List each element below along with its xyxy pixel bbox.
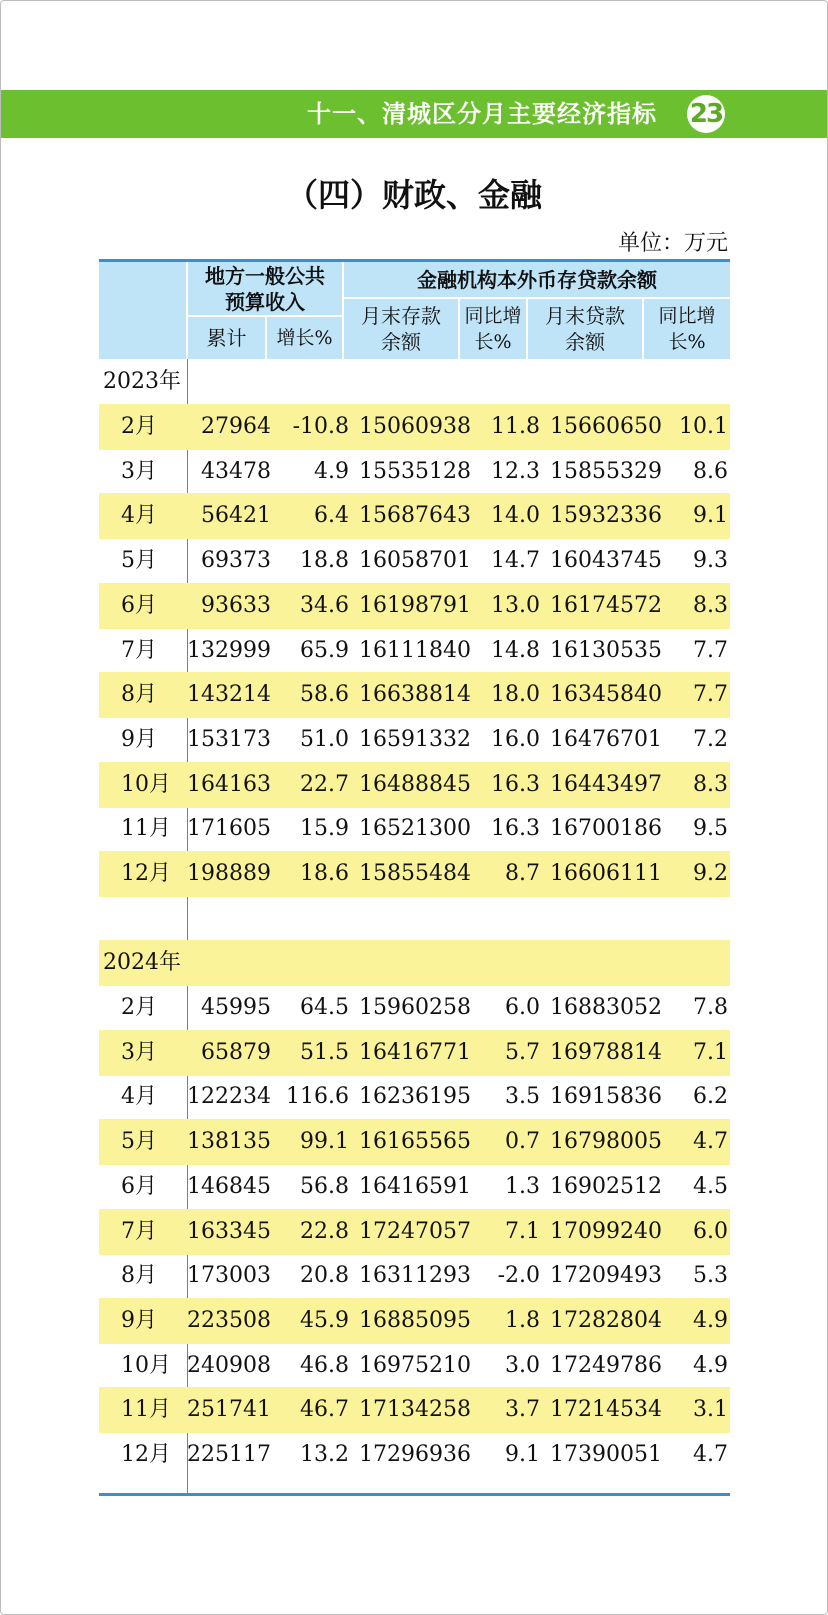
loan-balance-cell: 16915836	[550, 1084, 662, 1110]
deposit-growth-cell: 3.7	[505, 1397, 540, 1423]
deposit-growth-cell: 14.8	[491, 637, 540, 663]
cumulative-cell: 45995	[201, 995, 271, 1020]
fiscal-growth-cell: 18.6	[300, 861, 349, 886]
month-label: 4月	[121, 1084, 157, 1110]
fiscal-growth-cell: 22.7	[300, 771, 349, 797]
cumulative-cell: 122234	[187, 1084, 271, 1110]
fiscal-growth-cell: 15.9	[300, 816, 349, 842]
month-label: 12月	[121, 861, 171, 886]
loan-balance-cell: 16978814	[550, 1039, 662, 1065]
unit-label: 单位：万元	[617, 231, 728, 256]
table-row	[99, 628, 730, 674]
fiscal-growth-cell: 34.6	[300, 592, 349, 618]
deposit-growth-cell: 14.0	[491, 503, 540, 529]
month-label: 11月	[121, 1397, 171, 1423]
deposit-balance-cell: 15535128	[359, 458, 471, 484]
header-loan-balance: 月末贷款余额	[528, 299, 642, 359]
deposit-balance-cell: 15687643	[359, 503, 471, 529]
table-row	[99, 538, 730, 584]
deposit-balance-cell: 15855484	[359, 861, 471, 886]
loan-growth-cell: 6.2	[693, 1084, 728, 1110]
deposit-balance-cell: 15960258	[359, 995, 471, 1020]
year-label-2023: 2023年	[103, 369, 181, 394]
loan-growth-cell: 7.2	[693, 726, 728, 752]
table-row	[99, 404, 730, 450]
cumulative-cell: 198889	[187, 861, 271, 886]
deposit-balance-cell: 17134258	[359, 1397, 471, 1423]
loan-growth-cell: 10.1	[679, 414, 728, 439]
month-label: 4月	[121, 503, 157, 529]
deposit-balance-cell: 16488845	[359, 771, 471, 797]
deposit-balance-cell: 16236195	[359, 1084, 471, 1110]
deposit-balance-cell: 16058701	[359, 548, 471, 574]
deposit-balance-cell: 17296936	[359, 1442, 471, 1467]
table-row	[99, 1209, 730, 1255]
loan-growth-cell: 6.0	[693, 1218, 728, 1244]
chapter-banner	[1, 90, 827, 138]
month-label: 2月	[121, 995, 157, 1020]
table-row	[99, 762, 730, 808]
fiscal-growth-cell: 45.9	[300, 1307, 349, 1333]
month-label: 10月	[121, 1352, 171, 1378]
loan-growth-cell: 7.8	[693, 995, 728, 1020]
loan-balance-cell: 16443497	[550, 771, 662, 797]
loan-growth-cell: 7.1	[693, 1039, 728, 1065]
deposit-growth-cell: 11.8	[491, 414, 540, 439]
deposit-balance-cell: 16521300	[359, 816, 471, 842]
table-bottom-rule	[99, 1493, 730, 1496]
month-label: 8月	[121, 1263, 157, 1289]
fiscal-growth-cell: 51.5	[300, 1039, 349, 1065]
deposit-growth-cell: 3.0	[505, 1352, 540, 1378]
table-row	[99, 717, 730, 763]
deposit-growth-cell: 16.0	[491, 726, 540, 752]
header-deposit-growth: 同比增长%	[460, 299, 526, 359]
deposit-growth-cell: 16.3	[491, 816, 540, 842]
fiscal-growth-cell: 46.8	[300, 1352, 349, 1378]
loan-balance-cell: 16476701	[550, 726, 662, 752]
deposit-balance-cell: 16416591	[359, 1173, 471, 1199]
loan-balance-cell: 16043745	[550, 548, 662, 574]
loan-balance-cell: 17214534	[550, 1397, 662, 1423]
cumulative-cell: 225117	[187, 1442, 271, 1467]
month-label: 7月	[121, 1218, 157, 1244]
month-label: 9月	[121, 1307, 157, 1333]
cumulative-cell: 69373	[201, 548, 271, 574]
header-loan-growth: 同比增长%	[644, 299, 730, 359]
loan-balance-cell: 17282804	[550, 1307, 662, 1333]
cumulative-cell: 143214	[187, 682, 271, 708]
loan-growth-cell: 8.3	[693, 592, 728, 618]
month-label: 5月	[121, 548, 157, 574]
deposit-balance-cell: 16165565	[359, 1129, 471, 1155]
deposit-growth-cell: 3.5	[505, 1084, 540, 1110]
month-label: 6月	[121, 1173, 157, 1199]
deposit-growth-cell: 7.1	[505, 1218, 540, 1244]
loan-growth-cell: 8.3	[693, 771, 728, 797]
loan-balance-cell: 16883052	[550, 995, 662, 1020]
fiscal-growth-cell: 20.8	[300, 1263, 349, 1289]
table-row	[99, 851, 730, 897]
month-label: 3月	[121, 458, 157, 484]
deposit-growth-cell: 1.8	[505, 1307, 540, 1333]
cumulative-cell: 138135	[187, 1129, 271, 1155]
deposit-balance-cell: 17247057	[359, 1218, 471, 1244]
section-title: （四）财政、金融	[285, 176, 542, 214]
table-row	[99, 1164, 730, 1210]
header-finance-group: 金融机构本外币存贷款余额	[344, 262, 730, 297]
cumulative-cell: 173003	[187, 1263, 271, 1289]
fiscal-growth-cell: 6.4	[314, 503, 349, 529]
cumulative-cell: 240908	[187, 1352, 271, 1378]
loan-balance-cell: 16345840	[550, 682, 662, 708]
cumulative-cell: 65879	[201, 1039, 271, 1065]
cumulative-cell: 251741	[187, 1397, 271, 1423]
loan-balance-cell: 16174572	[550, 592, 662, 618]
header-fiscal-growth: 增长%	[267, 317, 342, 359]
loan-balance-cell: 16606111	[550, 861, 662, 886]
year-label-2024: 2024年	[103, 950, 181, 975]
loan-growth-cell: 7.7	[693, 637, 728, 663]
fiscal-growth-cell: 99.1	[300, 1129, 349, 1155]
month-label: 9月	[121, 726, 157, 752]
table-row	[99, 449, 730, 495]
month-label: 5月	[121, 1129, 157, 1155]
deposit-growth-cell: 6.0	[505, 995, 540, 1020]
cumulative-cell: 146845	[187, 1173, 271, 1199]
loan-growth-cell: 9.5	[693, 816, 728, 842]
month-label: 11月	[121, 816, 171, 842]
loan-balance-cell: 17099240	[550, 1218, 662, 1244]
loan-balance-cell: 16700186	[550, 816, 662, 842]
month-label: 6月	[121, 592, 157, 618]
cumulative-cell: 164163	[187, 771, 271, 797]
deposit-balance-cell: 16975210	[359, 1352, 471, 1378]
loan-balance-cell: 17390051	[550, 1442, 662, 1467]
fiscal-growth-cell: 4.9	[314, 458, 349, 484]
fiscal-growth-cell: 116.6	[286, 1084, 349, 1110]
fiscal-growth-cell: 51.0	[300, 726, 349, 752]
loan-growth-cell: 9.3	[693, 548, 728, 574]
loan-growth-cell: 9.2	[693, 861, 728, 886]
table-row	[99, 1298, 730, 1344]
deposit-growth-cell: 1.3	[505, 1173, 540, 1199]
fiscal-growth-cell: 58.6	[300, 682, 349, 708]
table-row	[99, 583, 730, 629]
table-row	[99, 1030, 730, 1076]
table-row	[99, 672, 730, 718]
table-row	[99, 806, 730, 852]
loan-balance-cell: 17249786	[550, 1352, 662, 1378]
loan-balance-cell: 15932336	[550, 503, 662, 529]
table-row	[99, 985, 730, 1031]
deposit-balance-cell: 16198791	[359, 592, 471, 618]
month-label: 2月	[121, 414, 157, 439]
cumulative-cell: 93633	[201, 592, 271, 618]
table-row	[99, 1119, 730, 1165]
loan-balance-cell: 16902512	[550, 1173, 662, 1199]
header-deposit-balance: 月末存款余额	[344, 299, 458, 359]
loan-growth-cell: 4.5	[693, 1173, 728, 1199]
loan-balance-cell: 16798005	[550, 1129, 662, 1155]
month-label: 12月	[121, 1442, 171, 1467]
table-row	[99, 1343, 730, 1389]
table-row	[99, 1253, 730, 1299]
cumulative-cell: 153173	[187, 726, 271, 752]
fiscal-growth-cell: 22.8	[300, 1218, 349, 1244]
deposit-balance-cell: 16591332	[359, 726, 471, 752]
loan-growth-cell: 7.7	[693, 682, 728, 708]
cumulative-cell: 171605	[187, 816, 271, 842]
month-label: 7月	[121, 637, 157, 663]
fiscal-growth-cell: 65.9	[300, 637, 349, 663]
cumulative-cell: 132999	[187, 637, 271, 663]
cumulative-cell: 223508	[187, 1307, 271, 1333]
chapter-title: 十一、清城区分月主要经济指标	[307, 100, 657, 128]
month-label: 10月	[121, 771, 171, 797]
deposit-growth-cell: 5.7	[505, 1039, 540, 1065]
loan-growth-cell: 5.3	[693, 1263, 728, 1289]
fiscal-growth-cell: 64.5	[300, 995, 349, 1020]
deposit-growth-cell: 18.0	[491, 682, 540, 708]
loan-balance-cell: 17209493	[550, 1263, 662, 1289]
deposit-growth-cell: 14.7	[491, 548, 540, 574]
loan-growth-cell: 4.7	[693, 1442, 728, 1467]
deposit-balance-cell: 15060938	[359, 414, 471, 439]
month-label: 8月	[121, 682, 157, 708]
loan-balance-cell: 15855329	[550, 458, 662, 484]
header-corner	[99, 262, 186, 359]
fiscal-growth-cell: 46.7	[300, 1397, 349, 1423]
table-row	[99, 1432, 730, 1478]
deposit-balance-cell: 16638814	[359, 682, 471, 708]
loan-growth-cell: 4.9	[693, 1307, 728, 1333]
loan-balance-cell: 16130535	[550, 637, 662, 663]
page-number-badge: 23	[687, 95, 725, 133]
deposit-growth-cell: 13.0	[491, 592, 540, 618]
loan-growth-cell: 3.1	[693, 1397, 728, 1423]
deposit-balance-cell: 16111840	[359, 637, 471, 663]
cumulative-cell: 43478	[201, 458, 271, 484]
loan-growth-cell: 4.9	[693, 1352, 728, 1378]
year-row-2023	[99, 359, 730, 405]
header-fiscal-group: 地方一般公共预算收入	[188, 262, 342, 315]
fiscal-growth-cell: 56.8	[300, 1173, 349, 1199]
loan-balance-cell: 15660650	[550, 414, 662, 439]
deposit-balance-cell: 16311293	[359, 1263, 471, 1289]
cumulative-cell: 27964	[201, 414, 271, 439]
fiscal-growth-cell: 18.8	[300, 548, 349, 574]
loan-growth-cell: 9.1	[693, 503, 728, 529]
loan-growth-cell: 8.6	[693, 458, 728, 484]
fiscal-growth-cell: 13.2	[300, 1442, 349, 1467]
year-row-2024	[99, 940, 730, 986]
table-row	[99, 1387, 730, 1433]
deposit-growth-cell: 16.3	[491, 771, 540, 797]
deposit-growth-cell: 9.1	[505, 1442, 540, 1467]
deposit-balance-cell: 16885095	[359, 1307, 471, 1333]
deposit-growth-cell: 0.7	[505, 1129, 540, 1155]
table-row	[99, 493, 730, 539]
deposit-growth-cell: 8.7	[505, 861, 540, 886]
table-row	[99, 1074, 730, 1120]
month-label: 3月	[121, 1039, 157, 1065]
deposit-balance-cell: 16416771	[359, 1039, 471, 1065]
deposit-growth-cell: 12.3	[491, 458, 540, 484]
cumulative-cell: 163345	[187, 1218, 271, 1244]
fiscal-growth-cell: -10.8	[292, 414, 349, 439]
deposit-growth-cell: -2.0	[497, 1263, 540, 1289]
header-cumulative: 累计	[188, 317, 265, 359]
cumulative-cell: 56421	[201, 503, 271, 529]
loan-growth-cell: 4.7	[693, 1129, 728, 1155]
